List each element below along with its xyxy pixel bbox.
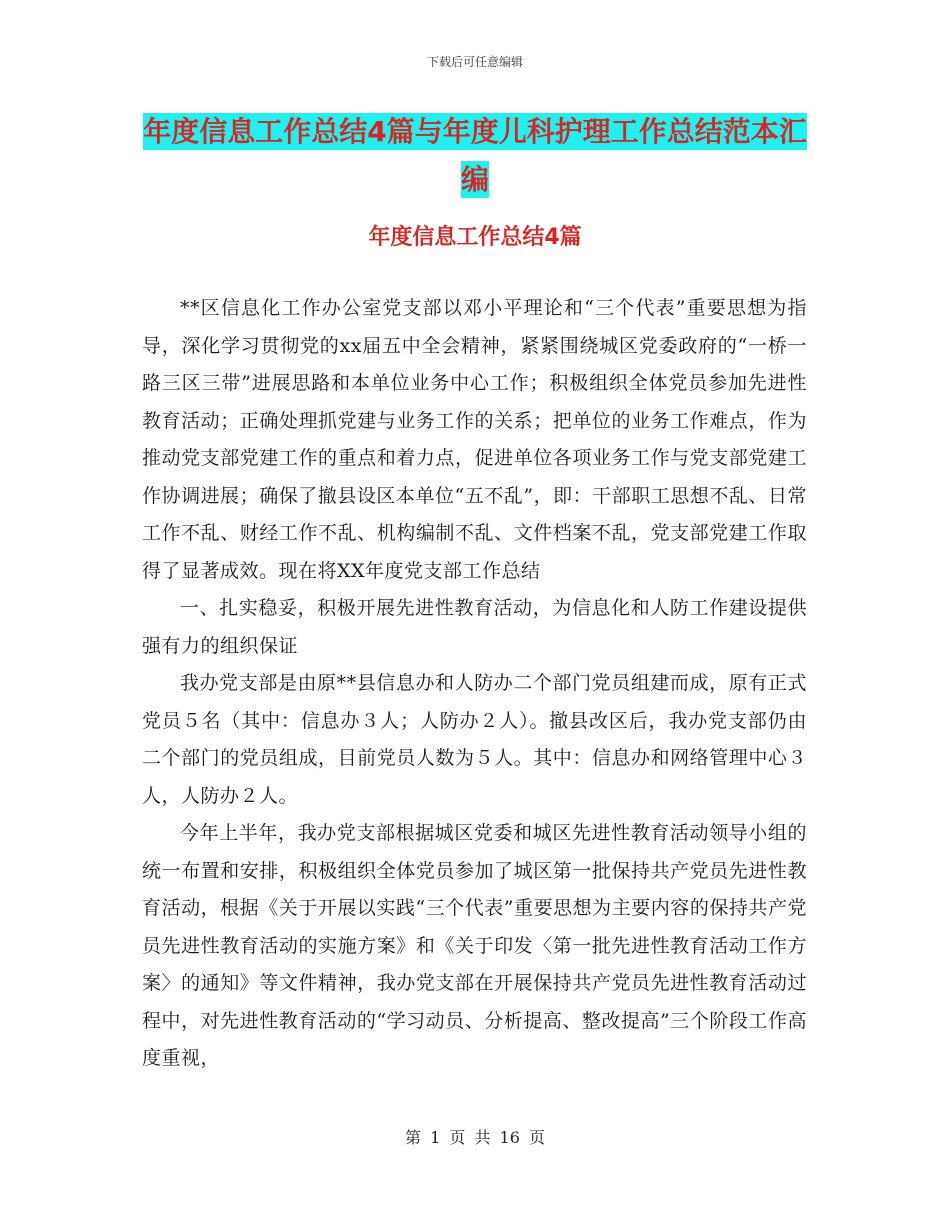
paragraph: **区信息化工作办公室党支部以邓小平理论和“三个代表”重要思想为指导，深化学习贯彻党的xx届五中全会精神，紧紧围绕城区党委政府的“一桥一路三区三带”进展思路和本单位业务中心工作；积极组织全体党员参加先进性教育活动；正确处理抓党建与业务工作的关系；把单位的业务工作难点，作为推动党支部党建工作的重点和着力点，促进单位各项业务工作与党支部党建工作协调进展；确保了撤县设区本单位“五不乱”，即：干部职工思想不乱、日常工作不乱、财经工作不乱、机构编制不乱、文件档案不乱，党支部党建工作取得了显著成效。现在将XX年度党支部工作总结 <box>142 297 807 582</box>
document-title <box>140 108 810 204</box>
paragraph: 我办党支部是由原**县信息办和人防办二个部门党员组建而成，原有正式党员５名（其中：信息办３人；人防办２人）。撤县改区后，我办党支部仍由二个部门的党员组成，目前党员人数为５人。其中：信息办和网络管理中心３人，人防办２人。 <box>142 672 807 807</box>
paragraph: 一、扎实稳妥，积极开展先进性教育活动，为信息化和人防工作建设提供强有力的组织保证 <box>142 597 807 657</box>
header-note: 下载后可任意编辑 <box>426 55 523 69</box>
document-body <box>142 290 807 1078</box>
page-number: 第 1 页 共 16 页 <box>405 1128 545 1147</box>
section-title: 年度信息工作总结4篇 <box>368 225 582 250</box>
paragraph: 今年上半年，我办党支部根据城区党委和城区先进性教育活动领导小组的统一布置和安排，积极组织全体党员参加了城区第一批保持共产党员先进性教育活动，根据《关于开展以实践“三个代表”重要思想为主要内容的保持共产党员先进性教育活动的实施方案》和《关于印发〈第一批先进性教育活动工作方案〉的通知》等文件精神，我办党支部在开展保持共产党员先进性教育活动过程中，对先进性教育活动的“学习动员、分析提高、整改提高”三个阶段工作高度重视， <box>142 822 807 1069</box>
document-title-text: 年度信息工作总结4篇与年度儿科护理工作总结范本汇编 <box>143 115 807 196</box>
